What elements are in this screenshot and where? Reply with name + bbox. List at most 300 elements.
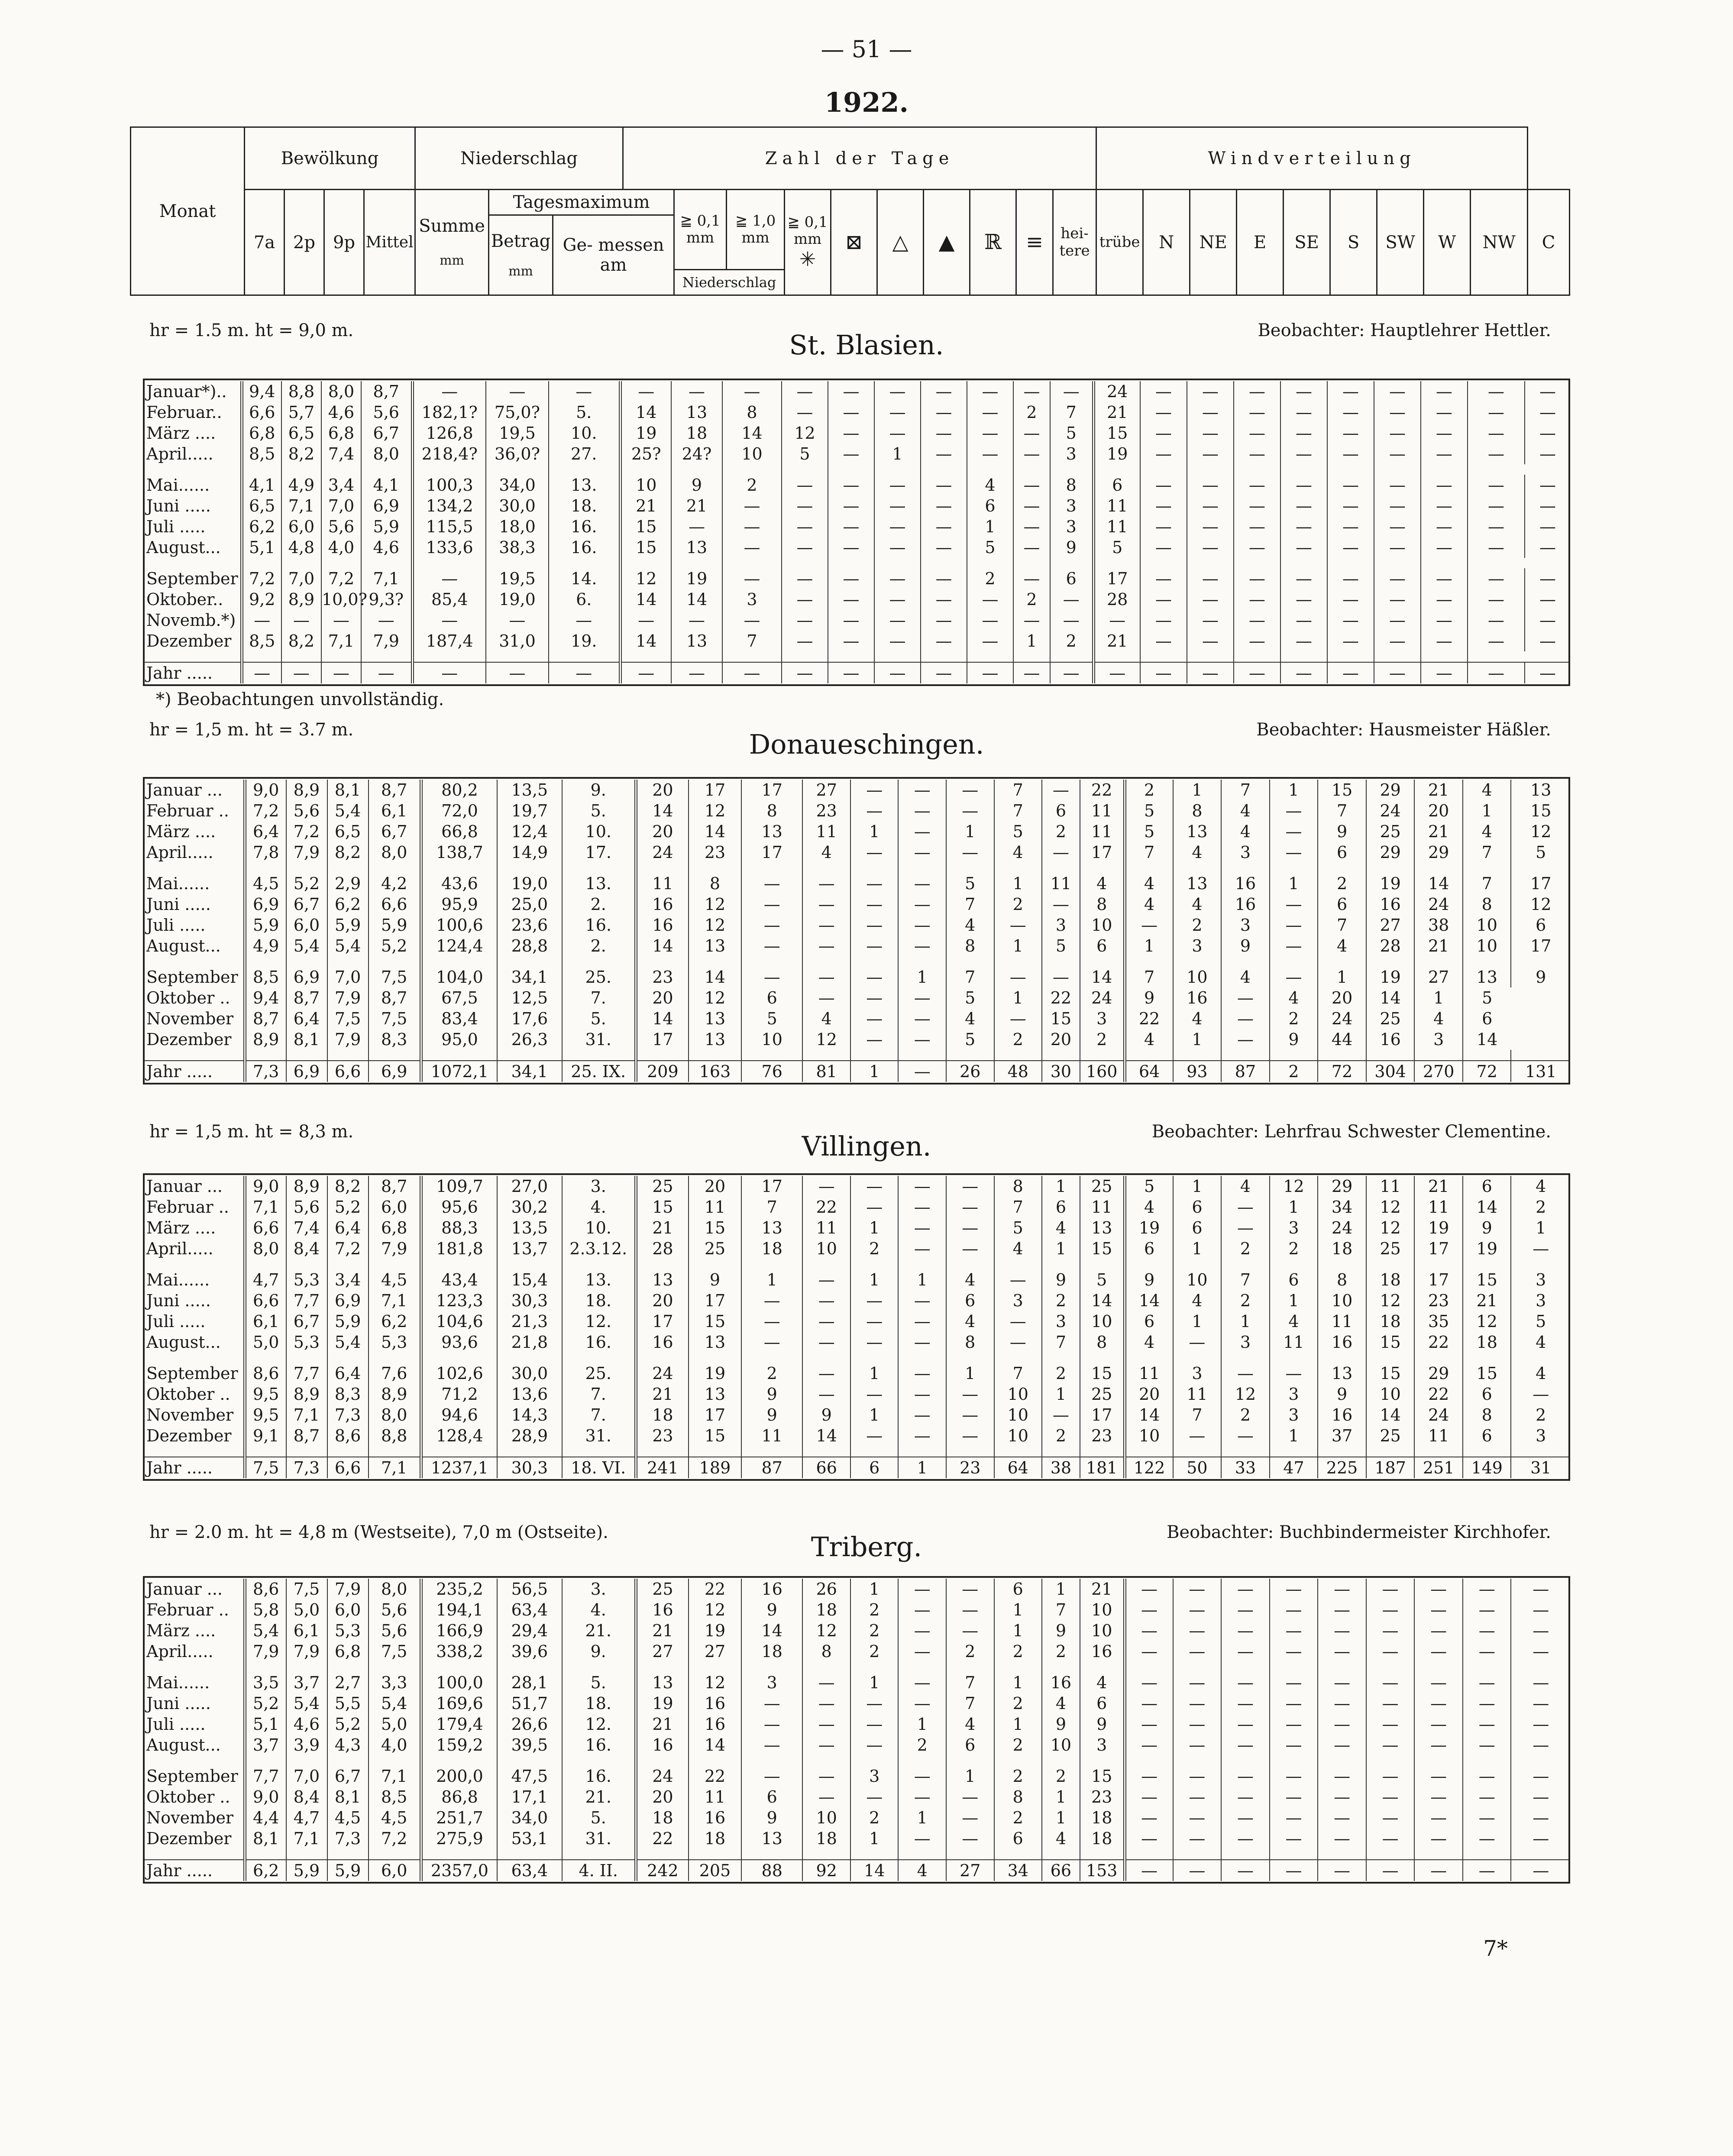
data-cell: — xyxy=(1421,402,1468,423)
data-cell: 14 xyxy=(620,589,671,610)
data-cell: — xyxy=(1318,1672,1366,1693)
data-cell: — xyxy=(242,610,281,631)
data-cell: 1 xyxy=(850,1828,899,1849)
data-cell: — xyxy=(994,1332,1042,1353)
data-cell: 10 xyxy=(1080,1599,1125,1620)
data-cell: 7,5 xyxy=(369,1008,421,1029)
data-cell: 30,0 xyxy=(486,495,549,516)
data-cell: 24 xyxy=(1414,1405,1463,1425)
data-cell: 4,5 xyxy=(327,1807,369,1828)
data-cell: 18. xyxy=(562,1693,636,1714)
data-cell: — xyxy=(874,516,921,537)
data-cell: 1 xyxy=(741,1269,803,1290)
data-cell: — xyxy=(486,610,549,631)
data-cell: 12,4 xyxy=(497,821,562,842)
data-cell: 18 xyxy=(1366,1311,1415,1332)
data-cell: — xyxy=(898,1828,946,1849)
data-cell: — xyxy=(782,381,828,402)
data-cell: 14 xyxy=(689,967,741,987)
data-cell: 187,4 xyxy=(412,631,486,651)
data-cell: 95,0 xyxy=(421,1029,497,1050)
data-cell: 14 xyxy=(636,800,689,821)
data-cell: — xyxy=(1140,537,1187,558)
data-cell: 1 xyxy=(994,1714,1042,1735)
data-cell: — xyxy=(1270,1807,1318,1828)
month-cell: Juni ..... xyxy=(146,1694,211,1713)
data-cell: 1 xyxy=(1173,1238,1222,1259)
month-cell: August... xyxy=(146,936,221,955)
data-cell: 7,1 xyxy=(369,1766,421,1787)
data-cell: — xyxy=(1187,381,1234,402)
data-cell: — xyxy=(620,381,671,402)
data-cell: 30 xyxy=(1042,1061,1080,1082)
data-cell: — xyxy=(1270,1599,1318,1620)
data-cell: 3. xyxy=(562,1579,636,1599)
data-cell: 14 xyxy=(741,1620,803,1641)
data-cell: 126,8 xyxy=(412,423,486,444)
data-cell: 13,7 xyxy=(497,1238,562,1259)
data-cell: 6,4 xyxy=(327,1217,369,1238)
data-cell: — xyxy=(946,1197,994,1217)
hdr-z1: ≧ 0,1 mm xyxy=(680,212,721,246)
data-cell: — xyxy=(874,631,921,651)
data-cell: 10 xyxy=(1366,1384,1415,1405)
data-cell: — xyxy=(850,1332,899,1353)
data-cell: 12 xyxy=(689,1672,741,1693)
data-cell: — xyxy=(1234,610,1280,631)
data-cell: — xyxy=(1318,1735,1366,1755)
data-cell: — xyxy=(1187,631,1234,651)
hdr-summe xyxy=(415,190,489,295)
data-cell: — xyxy=(1187,537,1234,558)
data-cell: 9,0 xyxy=(245,780,286,800)
data-cell: — xyxy=(1525,610,1570,631)
data-cell: 13 xyxy=(741,1217,803,1238)
data-cell: — xyxy=(1374,631,1421,651)
data-cell: — xyxy=(1140,423,1187,444)
data-cell: 2 xyxy=(1270,1238,1318,1259)
data-cell: — xyxy=(1140,475,1187,495)
data-cell: 2 xyxy=(898,1735,946,1755)
data-cell: — xyxy=(1327,662,1374,683)
data-cell: — xyxy=(1187,516,1234,537)
data-cell: 22 xyxy=(1125,1008,1173,1029)
data-cell: 21 xyxy=(1093,631,1140,651)
data-cell: 2 xyxy=(1042,1290,1080,1311)
data-cell: 1 xyxy=(1013,631,1050,651)
data-cell: — xyxy=(850,1714,899,1735)
data-cell: — xyxy=(1374,495,1421,516)
data-cell: 6,7 xyxy=(369,821,421,842)
data-cell: 5 xyxy=(782,444,828,464)
data-cell: 28 xyxy=(636,1238,689,1259)
data-cell: — xyxy=(828,495,874,516)
data-cell: 7,4 xyxy=(321,444,361,464)
data-cell: 5 xyxy=(741,1008,803,1029)
data-cell: 7,5 xyxy=(327,1008,369,1029)
data-cell: 4 xyxy=(1125,894,1173,915)
data-cell: — xyxy=(782,662,828,683)
data-cell: 13 xyxy=(1318,1363,1366,1384)
data-cell: 18 xyxy=(1080,1807,1125,1828)
data-cell: 6,5 xyxy=(281,423,321,444)
data-cell: 8 xyxy=(1463,894,1511,915)
data-cell: 4 xyxy=(1125,873,1173,894)
data-cell: 5,3 xyxy=(286,1332,327,1353)
data-cell: — xyxy=(1468,402,1525,423)
data-cell: — xyxy=(1234,537,1280,558)
month-cell: März .... xyxy=(146,1218,216,1237)
data-cell: 27 xyxy=(946,1860,994,1881)
data-cell: 5,6 xyxy=(286,1197,327,1217)
data-cell: 11 xyxy=(802,1217,850,1238)
data-cell: — xyxy=(1187,610,1234,631)
data-cell: — xyxy=(741,1693,803,1714)
month-cell: Dezember xyxy=(146,631,232,651)
data-cell: — xyxy=(1511,1672,1570,1693)
data-cell: 16 xyxy=(636,1599,689,1620)
data-cell: 3 xyxy=(994,1290,1042,1311)
data-cell: — xyxy=(671,610,722,631)
data-cell: 2 xyxy=(741,1363,803,1384)
data-cell: 16 xyxy=(636,1735,689,1755)
data-cell: 20 xyxy=(1042,1029,1080,1050)
data-cell: 67,5 xyxy=(421,987,497,1008)
data-cell: 2.3.12. xyxy=(562,1238,636,1259)
data-cell: — xyxy=(850,936,899,956)
data-cell: 209 xyxy=(636,1061,689,1082)
data-cell: 13 xyxy=(1080,1217,1125,1238)
data-cell: 8,7 xyxy=(286,1425,327,1446)
data-cell: — xyxy=(1374,475,1421,495)
data-cell: — xyxy=(281,610,321,631)
data-cell: 15 xyxy=(1093,423,1140,444)
data-cell: — xyxy=(1042,967,1080,987)
data-cell: 5 xyxy=(1080,1269,1125,1290)
data-cell: 22 xyxy=(1042,987,1080,1008)
data-cell: — xyxy=(321,610,361,631)
data-cell: 8 xyxy=(1080,1332,1125,1353)
data-cell: 13. xyxy=(562,873,636,894)
data-cell: 4,6 xyxy=(361,537,412,558)
data-cell: 24 xyxy=(1093,381,1140,402)
data-cell: 20 xyxy=(689,1176,741,1197)
data-cell: — xyxy=(1463,1828,1511,1849)
data-cell: — xyxy=(850,1693,899,1714)
data-cell: 4 xyxy=(946,1714,994,1735)
data-cell: 39,5 xyxy=(497,1735,562,1755)
data-cell: 18 xyxy=(802,1828,850,1849)
data-cell: — xyxy=(1140,568,1187,589)
month-cell: Juli ..... xyxy=(146,916,206,935)
data-cell: 218,4? xyxy=(412,444,486,464)
data-cell: 10 xyxy=(1042,1735,1080,1755)
data-cell: — xyxy=(1221,1599,1270,1620)
data-cell: 27 xyxy=(689,1641,741,1662)
data-cell: — xyxy=(549,610,620,631)
data-cell: — xyxy=(1013,423,1050,444)
data-cell: 12 xyxy=(1366,1197,1415,1217)
data-cell: 7. xyxy=(562,987,636,1008)
data-cell: 2 xyxy=(994,894,1042,915)
month-cell: Januar ... xyxy=(146,780,223,800)
hdr-bewoelkung: Bewölkung xyxy=(245,127,415,190)
data-cell: — xyxy=(967,423,1013,444)
data-cell: 10 xyxy=(994,1405,1042,1425)
data-cell: — xyxy=(1013,381,1050,402)
data-cell: — xyxy=(722,568,782,589)
data-cell: 6,6 xyxy=(245,1290,286,1311)
hdr-betrag: Betrag xyxy=(491,231,551,251)
data-cell: — xyxy=(1140,381,1187,402)
data-cell: 7,3 xyxy=(286,1457,327,1478)
data-cell: 7,0 xyxy=(286,1766,327,1787)
data-cell: — xyxy=(1421,631,1468,651)
data-cell: 9 xyxy=(1221,936,1270,956)
data-cell: 2 xyxy=(1173,915,1222,936)
data-cell: 21 xyxy=(1093,402,1140,423)
data-cell: 7,0 xyxy=(327,967,369,987)
data-cell: — xyxy=(994,1008,1042,1029)
data-cell: 25 xyxy=(636,1176,689,1197)
data-cell: 17 xyxy=(1093,568,1140,589)
data-cell: 5,3 xyxy=(286,1269,327,1290)
data-cell: — xyxy=(1173,1693,1222,1714)
data-cell: 24 xyxy=(1318,1008,1366,1029)
month-cell: Juni ..... xyxy=(146,496,211,515)
data-cell: 56,5 xyxy=(497,1579,562,1599)
data-cell: 3 xyxy=(1050,444,1093,464)
data-cell: — xyxy=(1050,589,1093,610)
data-cell: 1 xyxy=(994,936,1042,956)
data-cell: 7,9 xyxy=(286,842,327,863)
hdr-wind-e: E xyxy=(1237,190,1284,295)
data-cell: 166,9 xyxy=(421,1620,497,1641)
data-cell: — xyxy=(874,662,921,683)
hdr-z3-label: ≧ 0,1 mm xyxy=(787,213,828,248)
data-cell: 22 xyxy=(1414,1384,1463,1405)
data-cell: 4 xyxy=(1221,1176,1270,1197)
data-cell: 34,0 xyxy=(497,1807,562,1828)
data-cell: — xyxy=(782,568,828,589)
data-cell: 93 xyxy=(1173,1061,1222,1082)
data-cell: — xyxy=(741,1735,803,1755)
data-cell: 81 xyxy=(802,1061,850,1082)
data-cell: 19 xyxy=(671,568,722,589)
data-cell: 14 xyxy=(689,821,741,842)
data-cell: 1 xyxy=(1270,780,1318,800)
data-cell: 17 xyxy=(636,1311,689,1332)
data-cell: 9 xyxy=(1511,967,1570,987)
data-cell: 23 xyxy=(1414,1290,1463,1311)
data-cell: — xyxy=(1173,1787,1222,1807)
data-cell: 12,5 xyxy=(497,987,562,1008)
data-cell: 14 xyxy=(636,936,689,956)
data-cell: 31 xyxy=(1511,1457,1570,1478)
data-cell: 242 xyxy=(636,1860,689,1881)
data-cell: 5,2 xyxy=(369,936,421,956)
data-cell: — xyxy=(741,1311,803,1332)
data-cell: 102,6 xyxy=(421,1363,497,1384)
data-cell: 3,3 xyxy=(369,1672,421,1693)
data-cell: 205 xyxy=(689,1860,741,1881)
data-cell: 18. xyxy=(562,1290,636,1311)
data-cell: 31,0 xyxy=(486,631,549,651)
data-cell: 6,7 xyxy=(327,1766,369,1787)
data-cell: 4 xyxy=(1221,821,1270,842)
month-cell: Mai...... xyxy=(146,1673,210,1692)
data-cell: — xyxy=(1013,516,1050,537)
data-cell: 14 xyxy=(620,631,671,651)
data-cell: — xyxy=(1525,589,1570,610)
data-cell: 29 xyxy=(1318,1176,1366,1197)
data-cell: 21. xyxy=(562,1787,636,1807)
data-cell: — xyxy=(1187,589,1234,610)
data-cell: 6,4 xyxy=(327,1363,369,1384)
data-cell: 7,2 xyxy=(245,800,286,821)
data-cell: 10 xyxy=(741,1029,803,1050)
data-cell: 9,4 xyxy=(242,381,281,402)
data-cell: 64 xyxy=(994,1457,1042,1478)
data-cell: — xyxy=(828,537,874,558)
data-cell: 31. xyxy=(562,1828,636,1849)
data-cell: 5,6 xyxy=(286,800,327,821)
data-cell: 8,7 xyxy=(361,381,412,402)
data-cell: 5 xyxy=(1125,821,1173,842)
data-cell: — xyxy=(412,610,486,631)
data-cell: 7 xyxy=(1318,800,1366,821)
data-cell: — xyxy=(828,381,874,402)
data-cell: — xyxy=(1234,516,1280,537)
data-cell: 2 xyxy=(994,1807,1042,1828)
data-cell: 19 xyxy=(1093,444,1140,464)
data-cell: 25 xyxy=(1080,1384,1125,1405)
data-cell: 10 xyxy=(802,1238,850,1259)
month-cell: Jahr ..... xyxy=(143,1061,245,1082)
data-cell: — xyxy=(802,1363,850,1384)
month-cell: Februar .. xyxy=(146,1198,229,1217)
data-cell: 8,1 xyxy=(327,780,369,800)
data-cell: — xyxy=(1414,1693,1463,1714)
data-cell: 23,6 xyxy=(497,915,562,936)
data-cell: 2. xyxy=(562,936,636,956)
data-cell: 11 xyxy=(741,1425,803,1446)
data-cell: 5,4 xyxy=(286,1693,327,1714)
data-cell: 16 xyxy=(689,1807,741,1828)
data-cell: — xyxy=(1318,1693,1366,1714)
data-cell: 4 xyxy=(946,1269,994,1290)
hdr-niederschlag-days xyxy=(674,190,785,295)
data-cell: — xyxy=(1468,516,1525,537)
data-cell: 7,7 xyxy=(286,1363,327,1384)
data-cell: — xyxy=(1525,475,1570,495)
data-cell: 12 xyxy=(782,423,828,444)
data-cell: — xyxy=(828,631,874,651)
data-cell: 4 xyxy=(1414,1008,1463,1029)
data-cell: 14 xyxy=(671,589,722,610)
data-cell: — xyxy=(898,1176,946,1197)
data-cell: 11 xyxy=(1270,1332,1318,1353)
data-cell: — xyxy=(946,1217,994,1238)
data-cell: — xyxy=(1221,1008,1270,1029)
data-cell: 12 xyxy=(689,1599,741,1620)
data-cell: 7,9 xyxy=(327,1029,369,1050)
data-cell: 15 xyxy=(620,516,671,537)
hdr-wind-c: C xyxy=(1528,190,1570,295)
data-cell: — xyxy=(1270,894,1318,915)
data-cell: — xyxy=(1421,568,1468,589)
data-cell: 3 xyxy=(1173,936,1222,956)
data-cell: 13,5 xyxy=(497,780,562,800)
data-cell: 7 xyxy=(946,1693,994,1714)
data-cell: 9 xyxy=(741,1599,803,1620)
data-cell: — xyxy=(1221,1029,1270,1050)
data-cell: 122 xyxy=(1125,1457,1173,1478)
station-table-border xyxy=(143,1173,1570,1481)
data-cell: — xyxy=(1421,475,1468,495)
data-cell: 8 xyxy=(946,1332,994,1353)
data-cell: 34,0 xyxy=(486,475,549,495)
data-cell: 94,6 xyxy=(421,1405,497,1425)
data-cell: 251,7 xyxy=(421,1807,497,1828)
data-cell: — xyxy=(1525,568,1570,589)
data-cell: 8,5 xyxy=(369,1787,421,1807)
data-cell: — xyxy=(850,1197,899,1217)
data-cell: 14,3 xyxy=(497,1405,562,1425)
data-cell: — xyxy=(946,800,994,821)
data-cell: 2 xyxy=(1270,1061,1318,1082)
data-cell: — xyxy=(741,894,803,915)
data-cell: — xyxy=(1366,1828,1415,1849)
hdr-betrag-unit: mm xyxy=(508,263,533,279)
data-cell: — xyxy=(898,1238,946,1259)
data-cell: 169,6 xyxy=(421,1693,497,1714)
data-cell: 10 xyxy=(1463,915,1511,936)
data-cell: 16 xyxy=(1080,1641,1125,1662)
data-cell: 5,0 xyxy=(245,1332,286,1353)
data-cell: 6,8 xyxy=(369,1217,421,1238)
data-cell: 6 xyxy=(1318,894,1366,915)
data-cell: — xyxy=(850,780,899,800)
data-cell: 1 xyxy=(1270,1197,1318,1217)
data-cell: — xyxy=(898,1290,946,1311)
data-cell: 2 xyxy=(1221,1290,1270,1311)
data-cell: 9 xyxy=(689,1269,741,1290)
data-cell: 2357,0 xyxy=(421,1860,497,1881)
hdr-summe-unit: mm xyxy=(440,253,464,269)
data-cell: — xyxy=(1366,1641,1415,1662)
data-cell: 18 xyxy=(636,1807,689,1828)
data-cell: 15 xyxy=(1463,1269,1511,1290)
data-cell: — xyxy=(850,1787,899,1807)
data-cell: 4 xyxy=(946,1311,994,1332)
data-cell: — xyxy=(898,1197,946,1217)
data-cell: 18 xyxy=(671,423,722,444)
data-cell: 6 xyxy=(1125,1311,1173,1332)
data-cell: 19,5 xyxy=(486,423,549,444)
data-cell: 7 xyxy=(1125,967,1173,987)
data-cell: — xyxy=(967,610,1013,631)
data-cell: 5,4 xyxy=(327,936,369,956)
month-cell: Juli ..... xyxy=(146,517,206,536)
data-cell: 7 xyxy=(994,780,1042,800)
data-cell: 12. xyxy=(562,1311,636,1332)
data-cell: 1 xyxy=(1270,873,1318,894)
data-cell: 8,5 xyxy=(242,444,281,464)
hdr-wind-se: SE xyxy=(1284,190,1330,295)
data-cell: 7,0 xyxy=(321,495,361,516)
data-cell: — xyxy=(1525,444,1570,464)
